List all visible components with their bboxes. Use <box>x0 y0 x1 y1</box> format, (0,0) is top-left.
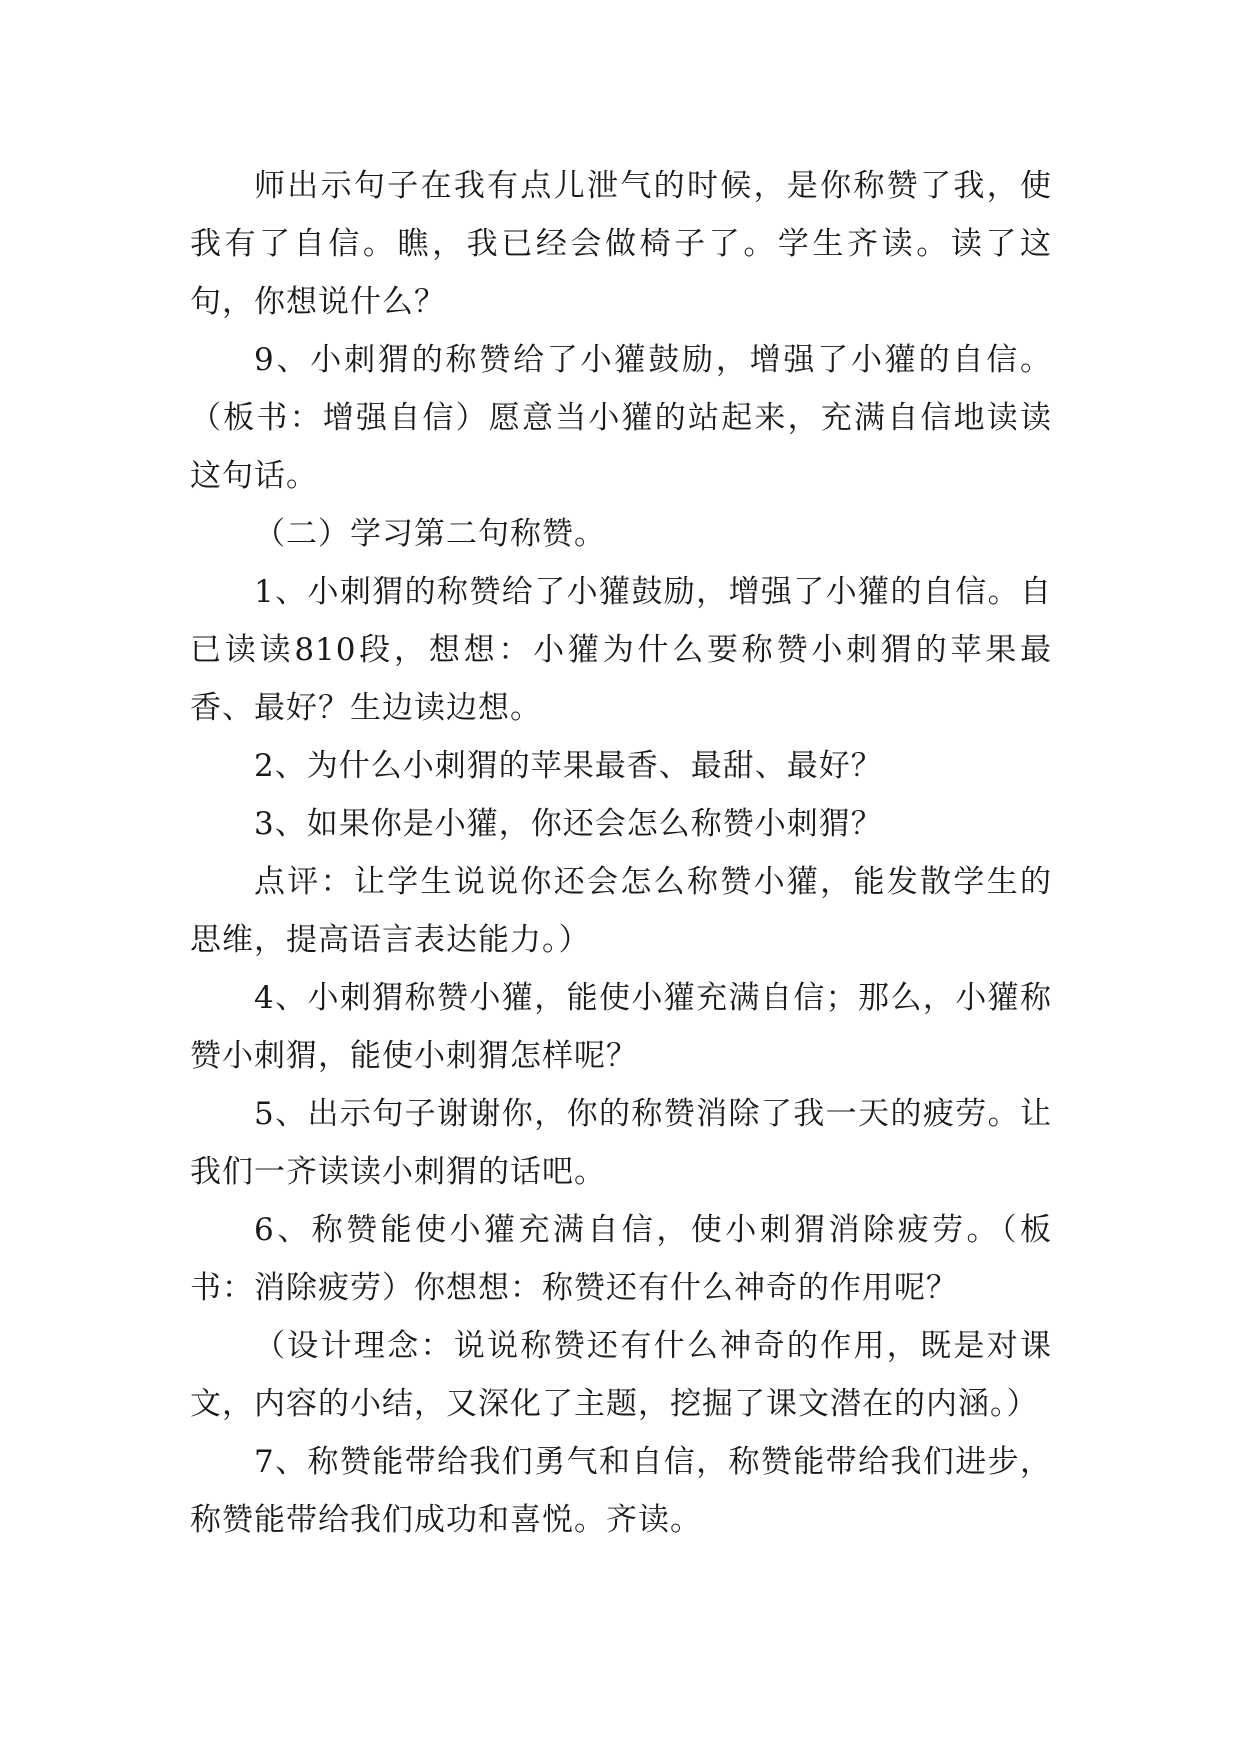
paragraph-step-1: 1、小刺猬的称赞给了小獾鼓励，增强了小獾的自信。自已读读810段，想想：小獾为什么要称赞小刺猬的苹果最香、最好？生边读边想。 <box>190 574 1052 726</box>
paragraph-step-4: 4、小刺猬称赞小獾，能使小獾充满自信；那么，小獾称赞小刺猬，能使小刺猬怎样呢？ <box>190 980 1052 1074</box>
paragraph-teacher-shows-sentence: 师出示句子在我有点儿泄气的时候，是你称赞了我，使我有了自信。瞧，我已经会做椅子了。学生齐读。读了这句，你想说什么？ <box>190 168 1052 320</box>
paragraph-step-5: 5、出示句子谢谢你，你的称赞消除了我一天的疲劳。让我们一齐读读小刺猬的话吧。 <box>190 1096 1052 1190</box>
paragraph-step-2: 2、为什么小刺猬的苹果最香、最甜、最好？ <box>254 748 883 784</box>
document-body <box>190 157 1052 1549</box>
paragraph-step-7: 7、称赞能带给我们勇气和自信，称赞能带给我们进步，称赞能带给我们成功和喜悦。齐读。 <box>190 1444 1052 1538</box>
paragraph-comment: 点评：让学生说说你还会怎么称赞小獾，能发散学生的思维，提高语言表达能力。） <box>190 864 1052 958</box>
paragraph-step-6: 6、称赞能使小獾充满自信，使小刺猬消除疲劳。（板书：消除疲劳）你想想：称赞还有什么神奇的作用呢？ <box>190 1212 1052 1306</box>
paragraph-step-9: 9、小刺猬的称赞给了小獾鼓励，增强了小獾的自信。（板书：增强自信）愿意当小獾的站起来，充满自信地读读这句话。 <box>190 342 1052 494</box>
paragraph-step-3: 3、如果你是小獾，你还会怎么称赞小刺猬？ <box>254 806 883 842</box>
paragraph-design-concept: （设计理念：说说称赞还有什么神奇的作用，既是对课文，内容的小结，又深化了主题，挖掘了课文潜在的内涵。） <box>190 1328 1052 1422</box>
section-heading-second-praise: （二）学习第二句称赞。 <box>254 516 606 552</box>
